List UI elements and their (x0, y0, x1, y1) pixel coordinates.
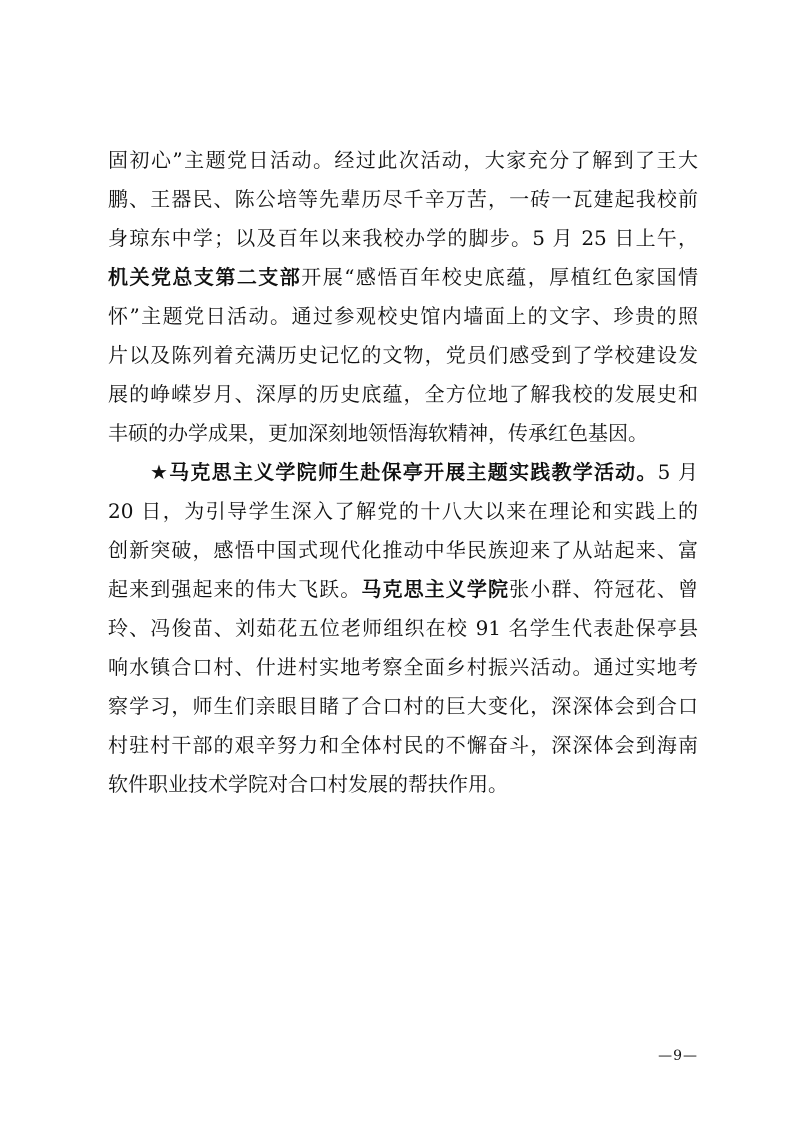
text-line: 丰硕的办学成果，更加深刻地领悟海软精神，传承红色基因。 (108, 421, 648, 445)
organization-name: 马克思主义学院 (361, 577, 510, 601)
section-heading: ★马克思主义学院师生赴保亭开展主题实践教学活动。 (150, 460, 658, 484)
text-segment: 起来到强起来的伟大飞跃。 (108, 577, 362, 601)
text-line: 展的峥嵘岁月、深厚的历史底蕴，全方位地了解我校的发展史和 (108, 382, 698, 406)
text-line: 片以及陈列着充满历史记忆的文物，党员们感受到了学校建设发 (108, 343, 698, 367)
text-line: 怀”主题党日活动。通过参观校史馆内墙面上的文字、珍贵的照 (108, 304, 698, 328)
organization-name: 机关党总支第二支部 (108, 265, 302, 289)
text-line (108, 570, 698, 609)
page-number: —9— (658, 1048, 698, 1064)
text-line: 鹏、王器民、陈公培等先辈历尽千辛万苦，一砖一瓦建起我校前 (108, 187, 698, 211)
text-line: 玲、冯俊苗、刘茹花五位老师组织在校 91 名学生代表赴保亭县 (108, 616, 698, 640)
text-segment: 张小群、符冠花、曾 (509, 577, 698, 601)
text-line: 身琼东中学；以及百年以来我校办学的脚步。5 月 25 日上午， (108, 226, 698, 250)
text-line: 软件职业技术学院对合口村发展的帮扶作用。 (108, 772, 508, 796)
text-line (108, 453, 698, 492)
text-line (108, 258, 698, 297)
text-line: 创新突破，感悟中国式现代化推动中华民族迎来了从站起来、富 (108, 538, 698, 562)
paragraph-1 (108, 141, 698, 453)
text-line: 固初心”主题党日活动。经过此次活动，大家充分了解到了王大 (108, 148, 698, 172)
text-line: 20 日，为引导学生深入了解党的十八大以来在理论和实践上的 (108, 499, 698, 523)
text-line: 村驻村干部的艰辛努力和全体村民的不懈奋斗，深深体会到海南 (108, 733, 698, 757)
text-segment: 5 月 (657, 460, 698, 484)
body-text (108, 141, 698, 804)
text-line: 响水镇合口村、什进村实地考察全面乡村振兴活动。通过实地考 (108, 655, 698, 679)
paragraph-2 (108, 453, 698, 804)
text-line: 察学习，师生们亲眼目睹了合口村的巨大变化，深深体会到合口 (108, 694, 698, 718)
text-segment: 开展“感悟百年校史底蕴，厚植红色家国情 (301, 265, 698, 289)
